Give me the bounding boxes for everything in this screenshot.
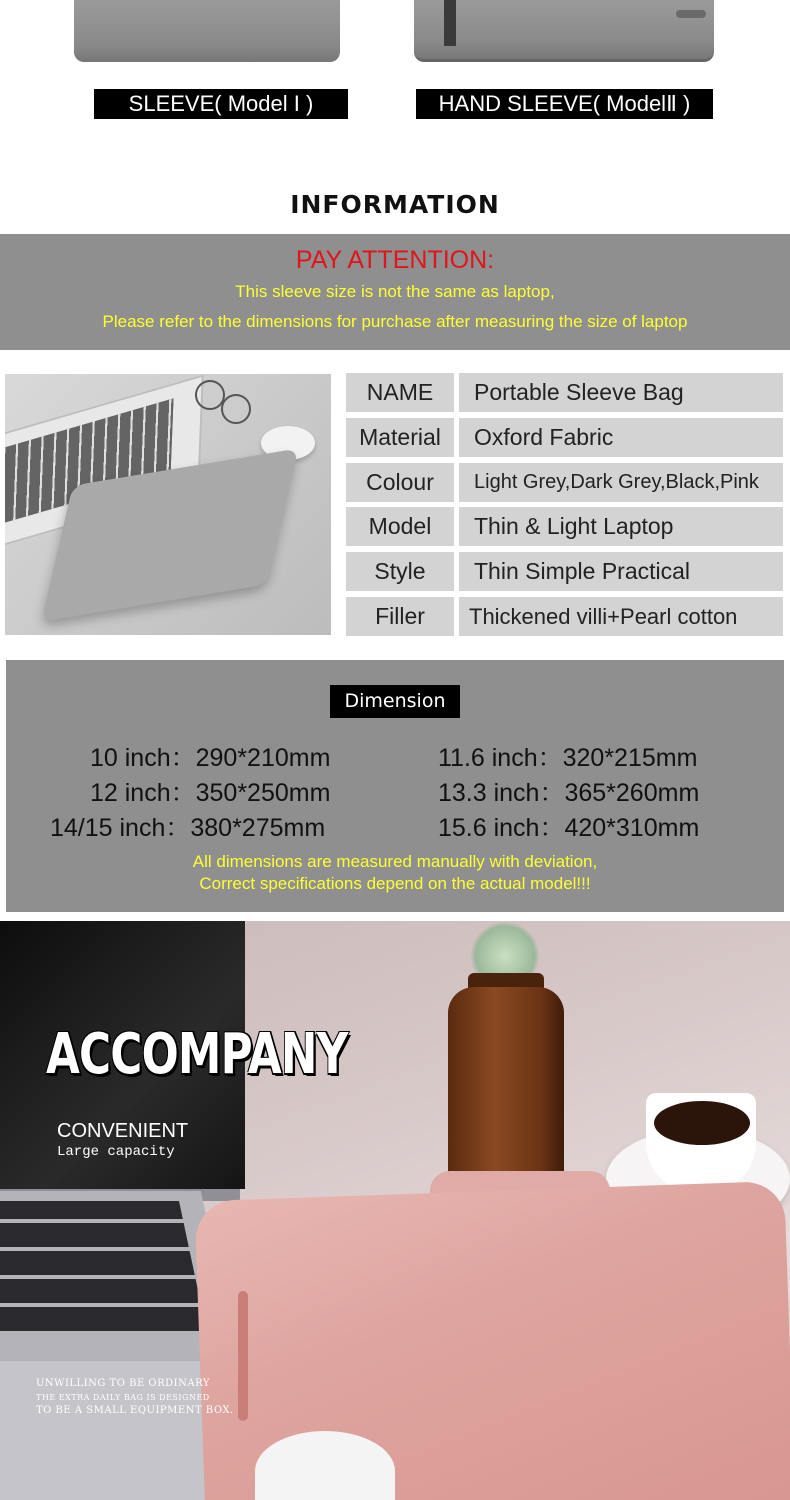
slogan-line-1: UNWILLING TO BE ORDINARY [36, 1378, 210, 1389]
spec-row [346, 552, 783, 591]
spec-key: Material [346, 418, 454, 457]
information-heading: INFORMATION [290, 190, 500, 219]
product-photo [5, 374, 331, 635]
sleeve-model-1-image [74, 0, 340, 62]
dimension-entry: 13.3 inch：365*260mm [438, 779, 700, 807]
zipper-icon [238, 1291, 248, 1421]
dimension-title: Dimension [330, 685, 460, 718]
slogan-line-2: THE EXTRA DAILY BAG IS DESIGNED [36, 1393, 210, 1402]
handle-icon [676, 10, 706, 18]
bottle-illustration [448, 987, 564, 1197]
spec-key: Style [346, 552, 454, 591]
dimension-entry: 14/15 inch：380*275mm [50, 814, 326, 842]
spec-key: Model [346, 507, 454, 546]
dimension-panel [6, 660, 784, 912]
spec-value: Oxford Fabric [459, 418, 783, 457]
spec-key: Filler [346, 597, 454, 636]
convenient-subtitle: CONVENIENT [57, 1120, 189, 1142]
spec-value: Thin & Light Laptop [459, 507, 783, 546]
spec-row [346, 463, 783, 502]
spec-row [346, 418, 783, 457]
accompany-headline: ACCOMPANY [46, 1022, 348, 1087]
spec-value: Light Grey,Dark Grey,Black,Pink [459, 463, 783, 502]
spec-row [346, 373, 783, 412]
dimension-note-1: All dimensions are measured manually with deviation, [192, 852, 598, 871]
attention-title: PAY ATTENTION: [295, 246, 495, 274]
attention-banner [0, 234, 790, 350]
dimension-entry: 10 inch：290*210mm [90, 744, 331, 772]
glasses-icon [221, 394, 251, 424]
spec-key: Colour [346, 463, 454, 502]
attention-line-1: This sleeve size is not the same as laptop, [235, 282, 555, 301]
capacity-caption: Large capacity [57, 1144, 175, 1160]
hand-sleeve-model-2-image [414, 0, 714, 62]
spec-value: Thin Simple Practical [459, 552, 783, 591]
model-1-label: SLEEVE( Model I ) [94, 89, 348, 119]
spec-value: Thickened villi+Pearl cotton [459, 597, 783, 636]
attention-line-2: Please refer to the dimensions for purchase after measuring the size of laptop [102, 312, 688, 331]
dimension-entry: 12 inch：350*250mm [90, 779, 331, 807]
dimension-note-2: Correct specifications depend on the actual model!!! [199, 874, 591, 893]
spec-value: Portable Sleeve Bag [459, 373, 783, 412]
spec-row [346, 507, 783, 546]
slogan-line-3: TO BE A SMALL EQUIPMENT BOX. [36, 1405, 234, 1416]
dimension-entry: 15.6 inch：420*310mm [438, 814, 700, 842]
model-2-label: HAND SLEEVE( ModelⅡ ) [416, 89, 713, 119]
spec-row [346, 597, 783, 636]
dimension-entry: 11.6 inch：320*215mm [438, 744, 698, 772]
spec-key: NAME [346, 373, 454, 412]
brand-tag-icon [444, 0, 456, 46]
